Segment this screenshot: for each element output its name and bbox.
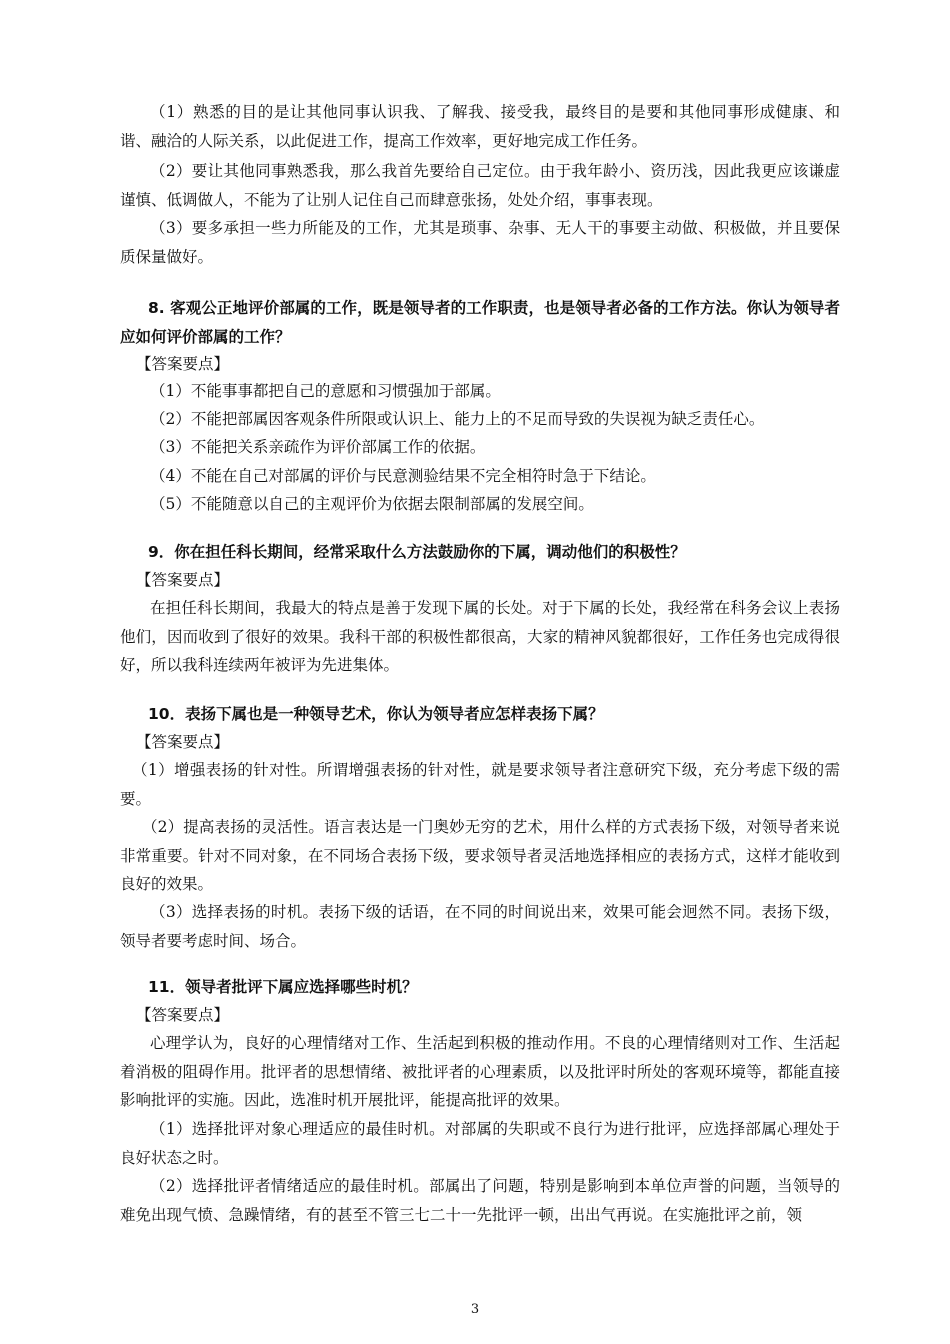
answer-9-text: 在担任科长期间，我最大的特点是善于发现下属的长处。对于下属的长处，我经常在科务会议上表扬他们，因而收到了很好的效果。我科干部的积极性都很高，大家的精神风貌都很好，工作任务也完成得很好，所以我科连续两年被评为先进集体。 [120,599,840,674]
paragraph-1: （1）熟悉的目的是让其他同事认识我、了解我、接受我，最终目的是要和其他同事形成健康、和谐、融洽的人际关系，以此促进工作，提高工作效率，更好地完成工作任务。 [120,103,840,150]
answer-11-item-2: （2）选择批评者情绪适应的最佳时机。部属出了问题，特别是影响到本单位声誉的问题，当领导的难免出现气愤、急躁情绪，有的甚至不管三七二十一先批评一顿，出出气再说。在实施批评之前，领 [120,1177,840,1224]
question-8: 8. 客观公正地评价部属的工作，既是领导者的工作职责，也是领导者必备的工作方法。你认为领导者应如何评价部属的工作？ [120,299,840,346]
paragraph-3: （3）要多承担一些力所能及的工作，尤其是琐事、杂事、无人干的事要主动做、积极做，并且要保质保量做好。 [120,219,840,266]
paragraph-2: （2）要让其他同事熟悉我，那么我首先要给自己定位。由于我年龄小、资历浅，因此我更应该谦虚谨慎、低调做人，不能为了让别人记住自己而肆意张扬，处处介绍，事事表现。 [120,162,840,209]
answer-tag-9: 【答案要点】 [136,571,230,589]
answer-8-item-3: （3）不能把关系亲疏作为评价部属工作的依据。 [150,438,486,456]
answer-8-item-1: （1）不能事事都把自己的意愿和习惯强加于部属。 [150,382,501,400]
answer-tag-8: 【答案要点】 [136,355,230,373]
answer-8-item-4: （4）不能在自己对部属的评价与民意测验结果不完全相符时急于下结论。 [150,467,656,485]
question-11: 11．领导者批评下属应选择哪些时机？ [148,978,418,996]
answer-10-item-1: （1）增强表扬的针对性。所谓增强表扬的针对性，就是要求领导者注意研究下级，充分考虑下级的需要。 [120,761,840,808]
answer-11-item-1: （1）选择批评对象心理适应的最佳时机。对部属的失职或不良行为进行批评，应选择部属心理处于良好状态之时。 [120,1120,840,1167]
question-10: 10．表扬下属也是一种领导艺术，你认为领导者应怎样表扬下属？ [148,705,604,723]
answer-8-item-2: （2）不能把部属因客观条件所限或认识上、能力上的不足而导致的失误视为缺乏责任心。 [150,410,765,428]
question-9: 9．你在担任科长期间，经常采取什么方法鼓励你的下属，调动他们的积极性？ [148,543,686,561]
page-number: 3 [470,1302,480,1317]
answer-tag-10: 【答案要点】 [136,733,230,751]
answer-8-item-5: （5）不能随意以自己的主观评价为依据去限制部属的发展空间。 [150,495,594,513]
answer-tag-11: 【答案要点】 [136,1006,230,1024]
answer-10-item-2: （2）提高表扬的灵活性。语言表达是一门奥妙无穷的艺术，用什么样的方式表扬下级，对领导者来说非常重要。针对不同对象，在不同场合表扬下级，要求领导者灵活地选择相应的表扬方式，这样才能收到良好的效果。 [120,818,840,893]
answer-10-item-3: （3）选择表扬的时机。表扬下级的话语，在不同的时间说出来，效果可能会迥然不同。表扬下级，领导者要考虑时间、场合。 [120,903,840,950]
answer-11-intro: 心理学认为，良好的心理情绪对工作、生活起到积极的推动作用。不良的心理情绪则对工作、生活起着消极的阻碍作用。批评者的思想情绪、被批评者的心理素质，以及批评时所处的客观环境等，都能直接影响批评的实施。因此，选准时机开展批评，能提高批评的效果。 [120,1034,840,1109]
